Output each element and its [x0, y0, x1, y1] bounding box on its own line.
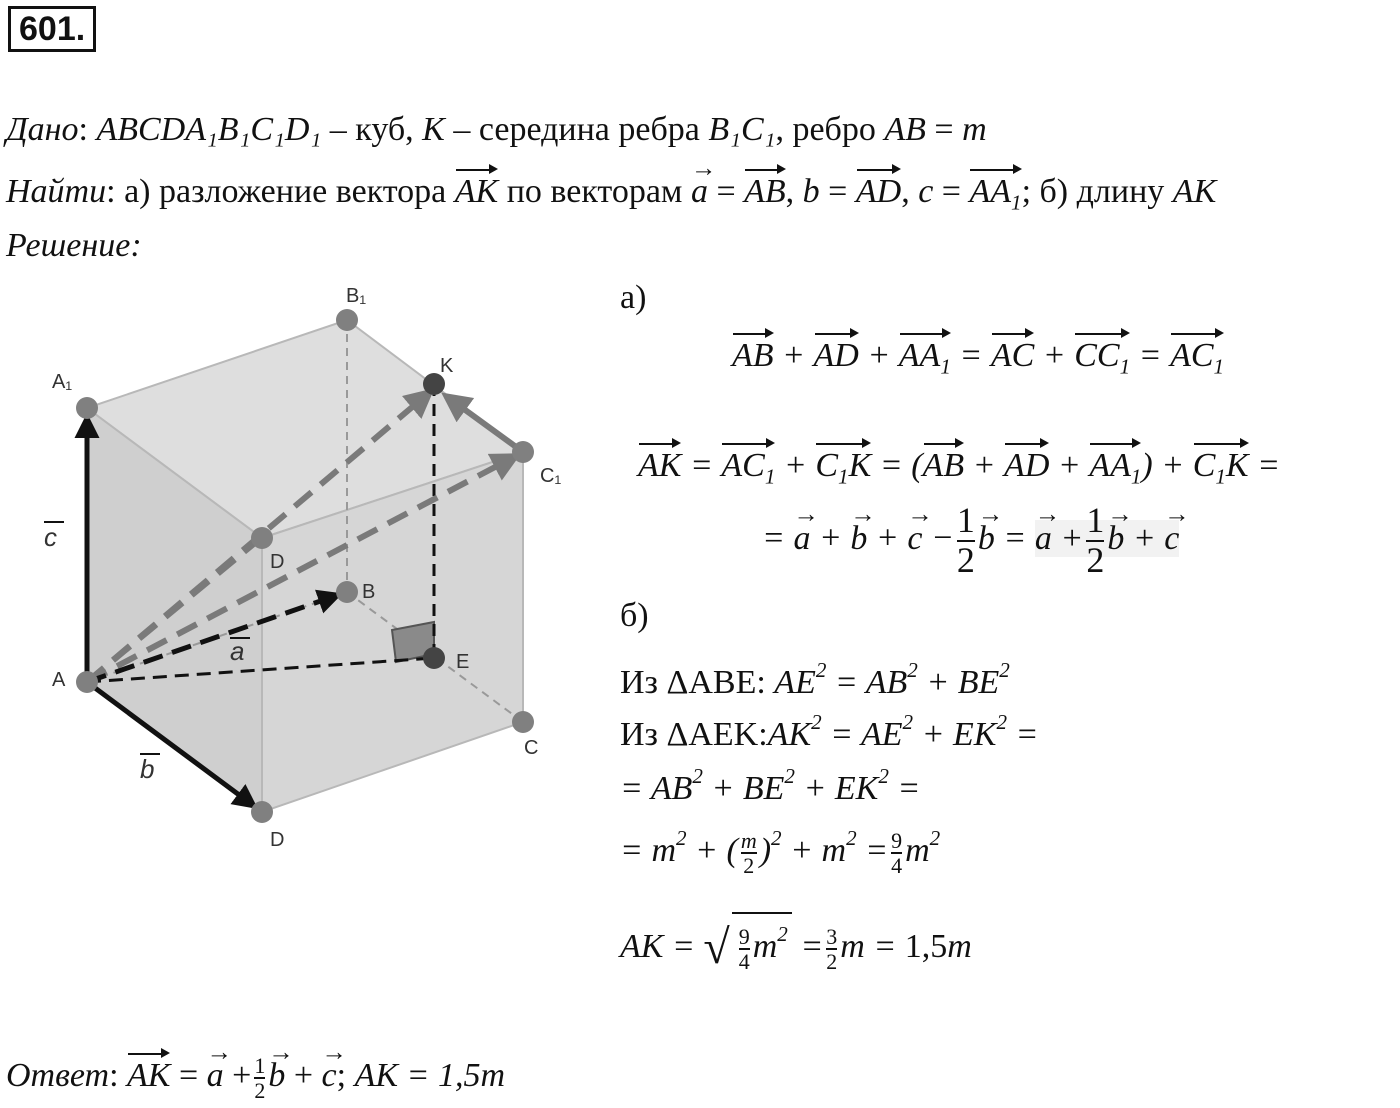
label-vec-a: a: [230, 636, 245, 666]
point-e: [423, 647, 445, 669]
label-d: D: [270, 829, 285, 851]
solution-label: Решение:: [6, 227, 142, 264]
given-line: Дано: ABCDA₁B₁C₁D₁ – куб, K – середина ребра B₁C₁, ребро AB = m: [6, 111, 987, 148]
eq-sum: AB + AD + $AA_1$ = AC + $CC_1 = AC_1$: [732, 336, 1224, 386]
label-e: E: [456, 651, 470, 673]
point-c1: [512, 441, 534, 463]
label-vec-b: b: [140, 754, 155, 784]
label-a: A: [52, 669, 66, 691]
eq-ak-result: = a → + b → + c → − $\frac{1}{2}$ b → = a → + $\frac{1}{2}$ b → + c →: [762, 502, 1179, 580]
point-a1: [76, 397, 98, 419]
eq-sum-squares: = $AB^2 + BE^2 + EK^2$ =: [620, 764, 921, 807]
point-c: [512, 711, 534, 733]
label-d-top: D: [270, 551, 285, 573]
eq-m-squared: = $m^2$ + ( $\frac{m}{2}$ )$^2 + m^2$ = $\frac{9}{4}$ $m^2$: [620, 826, 941, 878]
label-vec-c: c: [44, 522, 57, 552]
part-b-label: б): [620, 597, 649, 634]
eq-ak-expansion: AK = $AC_1 + C_1K = (AB$ + AD + $AA_1) + C_1K$ =: [638, 446, 1280, 496]
label-a1: A₁: [52, 371, 73, 393]
label-k: K: [440, 355, 454, 377]
find-label: Найти: [6, 173, 107, 210]
cube-figure: [0, 270, 600, 870]
part-a-label: а): [620, 279, 647, 316]
given-label: Дано: [6, 111, 79, 148]
label-c1: C₁: [540, 465, 562, 487]
find-line: Найти: а) разложение вектора AK по векторам a → = AB, b = AD, $c = AA_1$; б) длину AK: [6, 172, 1216, 222]
point-d1: [251, 527, 273, 549]
cube-name: ABCDA₁B₁C₁D₁: [96, 111, 322, 148]
label-b: B: [362, 581, 376, 603]
eq-ak-length: AK = √ $\frac{9}{4}$ $m^2$ = $\frac{3}{2}$ m = 1,5m: [620, 912, 972, 973]
eq-aek: Из $\Delta AEK:AK^2 = AE^2 + EK^2$ =: [620, 710, 1039, 753]
point-b: [336, 581, 358, 603]
label-c: C: [524, 737, 539, 759]
label-b1: B₁: [346, 285, 367, 307]
answer-line: Ответ: AK = a → + $\frac{1}{2}$ b → + c →; AK = 1,5m: [6, 1054, 505, 1102]
point-d: [251, 801, 273, 823]
eq-abe: Из ΔABE: $AE^2 = AB^2 + BE^2$: [620, 658, 1010, 701]
point-a: [76, 671, 98, 693]
point-b1: [336, 309, 358, 331]
problem-number: 601.: [8, 6, 96, 52]
